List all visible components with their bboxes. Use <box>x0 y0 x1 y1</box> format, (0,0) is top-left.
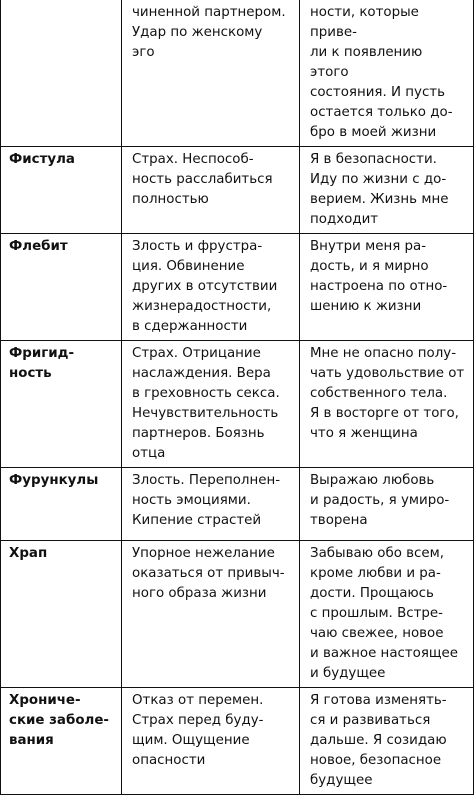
condition-name: Храп <box>1 541 122 688</box>
table-row <box>1 234 474 341</box>
condition-name: Фистула <box>1 147 122 234</box>
condition-affirmation: Забываю обо всем, кроме любви и ра- дости. Прощаюсь с прошлым. Встре- чаю свежее, новое и важное настоящее и будущее <box>300 541 474 688</box>
condition-name: Хрониче- ские заболе- вания <box>1 688 122 795</box>
condition-affirmation: Я в безопасности. Иду по жизни с до- верием. Жизнь мне подходит <box>300 147 474 234</box>
condition-cause: Упорное нежелание оказаться от привыч- ного образа жизни <box>122 541 300 688</box>
table-row <box>1 541 474 688</box>
table-row <box>1 147 474 234</box>
condition-cause: Отказ от перемен. Страх перед буду- щим. Ощущение опасности <box>122 688 300 795</box>
condition-cause: чиненной партнером. Удар по женскому эго <box>122 0 300 147</box>
condition-cause: Страх. Неспособ- ность расслабиться полностью <box>122 147 300 234</box>
table-row <box>1 0 474 147</box>
table-row <box>1 341 474 468</box>
table-row <box>1 688 474 795</box>
condition-name: Флебит <box>1 234 122 341</box>
condition-affirmation: Я готова изменять- ся и развиваться дальше. Я созидаю новое, безопасное будущее <box>300 688 474 795</box>
condition-name: Фригид- ность <box>1 341 122 468</box>
condition-cause: Злость. Переполнен- ность эмоциями. Кипение страстей <box>122 468 300 541</box>
condition-affirmation: Выражаю любовь и радость, я умиро- творена <box>300 468 474 541</box>
condition-affirmation: Внутри меня ра- дость, и я мирно настроена по отно- шению к жизни <box>300 234 474 341</box>
table-row <box>1 468 474 541</box>
condition-name: Фурункулы <box>1 468 122 541</box>
condition-cause: Страх. Отрицание наслаждения. Вера в греховность секса. Нечувствительность партнеров. Боязнь отца <box>122 341 300 468</box>
condition-affirmation: Мне не опасно полу- чать удовольствие от собственного тела. Я в восторге от того, что я женщина <box>300 341 474 468</box>
table-body <box>1 0 474 795</box>
condition-affirmation: ности, которые приве- ли к появлению этого состояния. И пусть остается только до- бро в моей жизни <box>300 0 474 147</box>
condition-cause: Злость и фрустра- ция. Обвинение других в отсутствии жизнерадостности, в сдержанности <box>122 234 300 341</box>
condition-name <box>1 0 122 147</box>
